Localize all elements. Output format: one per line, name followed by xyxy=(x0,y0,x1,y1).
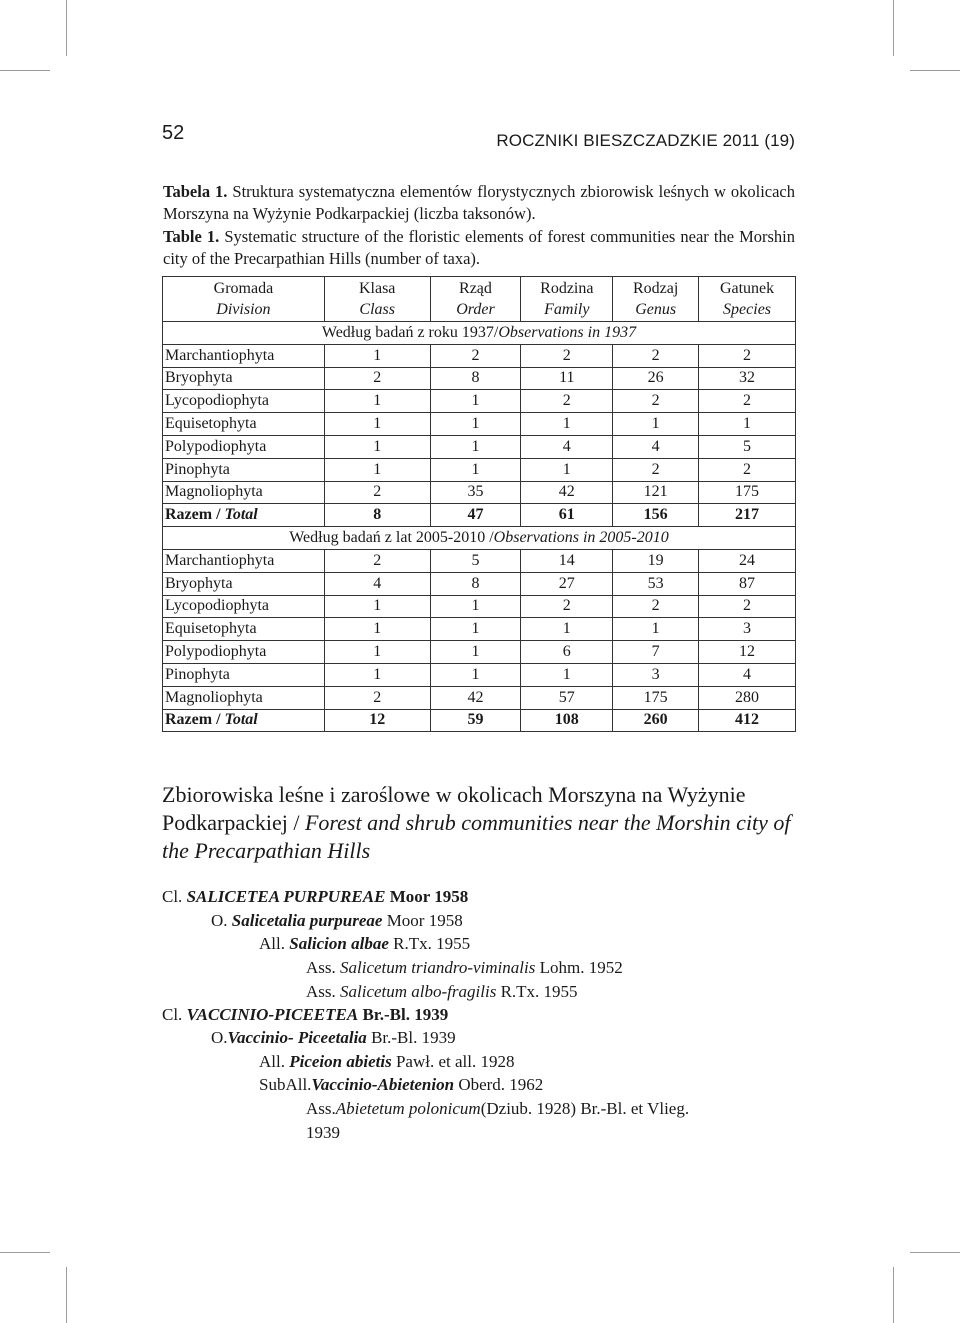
crop-mark xyxy=(893,1267,894,1323)
count-cell: 2 xyxy=(324,367,430,390)
total-count-cell: 59 xyxy=(430,709,521,732)
table-row xyxy=(163,481,796,504)
crop-mark xyxy=(66,1267,67,1323)
caption-label: Tabela 1. xyxy=(163,182,228,201)
header-cell: Gromada Division xyxy=(163,277,325,322)
total-count-cell: 47 xyxy=(430,504,521,527)
count-cell: 5 xyxy=(699,435,796,458)
count-cell: 1 xyxy=(521,458,613,481)
syntaxon-association: Ass. Salicetum albo-fragilis R.Tx. 1955 xyxy=(306,982,578,1001)
table-row xyxy=(163,663,796,686)
count-cell: 11 xyxy=(521,367,613,390)
count-cell: 1 xyxy=(324,458,430,481)
count-cell: 1 xyxy=(430,458,521,481)
total-count-cell: 156 xyxy=(613,504,699,527)
count-cell: 19 xyxy=(613,549,699,572)
table-row xyxy=(163,390,796,413)
table-row xyxy=(163,367,796,390)
division-name-cell: Pinophyta xyxy=(163,458,325,481)
table-row xyxy=(163,618,796,641)
count-cell: 42 xyxy=(430,686,521,709)
division-name-cell: Polypodiophyta xyxy=(163,641,325,664)
count-cell: 12 xyxy=(699,641,796,664)
count-cell: 87 xyxy=(699,572,796,595)
count-cell: 1 xyxy=(521,413,613,436)
count-cell: 1 xyxy=(430,641,521,664)
table-row xyxy=(163,413,796,436)
table-caption-pl xyxy=(163,181,795,225)
caption-text: Systematic structure of the floristic elements of forest communities near the Morshin city of the Precarpathian Hills (number of taxa). xyxy=(163,227,795,268)
journal-header: ROCZNIKI BIESZCZADZKIE 2011 (19) xyxy=(496,131,795,150)
crop-mark xyxy=(910,70,960,71)
count-cell: 57 xyxy=(521,686,613,709)
count-cell: 2 xyxy=(613,458,699,481)
division-name-cell: Marchantiophyta xyxy=(163,344,325,367)
header-cell: Rodzaj Genus xyxy=(613,277,699,322)
count-cell: 2 xyxy=(324,481,430,504)
table-row xyxy=(163,344,796,367)
table-total-row xyxy=(163,504,796,527)
count-cell: 2 xyxy=(699,344,796,367)
count-cell: 4 xyxy=(521,435,613,458)
count-cell: 121 xyxy=(613,481,699,504)
table-section-row xyxy=(163,527,796,550)
count-cell: 4 xyxy=(699,663,796,686)
count-cell: 5 xyxy=(430,549,521,572)
header-cell: Klasa Class xyxy=(324,277,430,322)
division-name-cell: Polypodiophyta xyxy=(163,435,325,458)
table-row xyxy=(163,572,796,595)
table-row xyxy=(163,641,796,664)
count-cell: 4 xyxy=(324,572,430,595)
total-label-cell: Razem / Total xyxy=(163,504,325,527)
crop-mark xyxy=(66,0,67,56)
table-header-row xyxy=(163,277,796,322)
taxa-table xyxy=(162,276,796,732)
table-row xyxy=(163,686,796,709)
count-cell: 280 xyxy=(699,686,796,709)
total-count-cell: 412 xyxy=(699,709,796,732)
count-cell: 1 xyxy=(324,641,430,664)
count-cell: 1 xyxy=(430,413,521,436)
count-cell: 2 xyxy=(699,458,796,481)
crop-mark xyxy=(910,1252,960,1253)
division-name-cell: Magnoliophyta xyxy=(163,686,325,709)
table-row xyxy=(163,435,796,458)
count-cell: 1 xyxy=(430,390,521,413)
count-cell: 1 xyxy=(613,413,699,436)
count-cell: 1 xyxy=(613,618,699,641)
division-name-cell: Magnoliophyta xyxy=(163,481,325,504)
count-cell: 1 xyxy=(324,435,430,458)
syntaxon-order: O.Vaccinio- Piceetalia Br.-Bl. 1939 xyxy=(211,1028,456,1047)
count-cell: 14 xyxy=(521,549,613,572)
count-cell: 3 xyxy=(699,618,796,641)
count-cell: 2 xyxy=(521,390,613,413)
count-cell: 6 xyxy=(521,641,613,664)
count-cell: 175 xyxy=(613,686,699,709)
count-cell: 1 xyxy=(521,618,613,641)
division-name-cell: Lycopodiophyta xyxy=(163,595,325,618)
count-cell: 175 xyxy=(699,481,796,504)
table-row xyxy=(163,549,796,572)
count-cell: 53 xyxy=(613,572,699,595)
division-name-cell: Equisetophyta xyxy=(163,618,325,641)
count-cell: 8 xyxy=(430,572,521,595)
count-cell: 4 xyxy=(613,435,699,458)
caption-text: Struktura systematyczna elementów florystycznych zbiorowisk leśnych w okolicach Morszyna na Wyżynie Podkarpackiej (liczba taksonów). xyxy=(163,182,795,223)
count-cell: 32 xyxy=(699,367,796,390)
count-cell: 2 xyxy=(521,344,613,367)
count-cell: 1 xyxy=(324,390,430,413)
table-caption-en xyxy=(163,226,795,270)
count-cell: 1 xyxy=(521,663,613,686)
division-name-cell: Bryophyta xyxy=(163,572,325,595)
total-count-cell: 12 xyxy=(324,709,430,732)
syntaxon-class: Cl. SALICETEA PURPUREAE Moor 1958 xyxy=(162,887,469,906)
count-cell: 35 xyxy=(430,481,521,504)
section-heading: Zbiorowiska leśne i zaroślowe w okolicach Morszyna na Wyżynie Podkarpackiej / Forest and shrub communities near the Morshin city of the Precarpathian Hills xyxy=(162,782,791,863)
count-cell: 1 xyxy=(430,595,521,618)
count-cell: 2 xyxy=(613,595,699,618)
count-cell: 1 xyxy=(324,413,430,436)
table-row xyxy=(163,595,796,618)
count-cell: 1 xyxy=(324,595,430,618)
syntaxon-alliance: All. Salicion albae R.Tx. 1955 xyxy=(259,934,471,953)
count-cell: 1 xyxy=(430,663,521,686)
count-cell: 1 xyxy=(699,413,796,436)
count-cell: 2 xyxy=(430,344,521,367)
count-cell: 1 xyxy=(430,435,521,458)
count-cell: 42 xyxy=(521,481,613,504)
count-cell: 2 xyxy=(324,549,430,572)
table-row xyxy=(163,458,796,481)
count-cell: 7 xyxy=(613,641,699,664)
section-title-cell: Według badań z roku 1937/Observations in 1937 xyxy=(163,322,796,345)
count-cell: 2 xyxy=(613,390,699,413)
syntaxon-author-continued: 1939 xyxy=(306,1123,340,1142)
count-cell: 8 xyxy=(430,367,521,390)
count-cell: 1 xyxy=(324,663,430,686)
count-cell: 26 xyxy=(613,367,699,390)
header-cell: Rodzina Family xyxy=(521,277,613,322)
division-name-cell: Lycopodiophyta xyxy=(163,390,325,413)
syntaxon-suballiance: SubAll.Vaccinio-Abietenion Oberd. 1962 xyxy=(259,1075,544,1094)
crop-mark xyxy=(893,0,894,56)
total-count-cell: 217 xyxy=(699,504,796,527)
syntaxon-association: Ass. Abietetum polonicum (Dziub. 1928) Br.-Bl. et Vlieg. xyxy=(306,1099,690,1118)
syntaxon-alliance: All. Piceion abietis Pawł. et all. 1928 xyxy=(259,1052,515,1071)
count-cell: 1 xyxy=(430,618,521,641)
header-cell: Rząd Order xyxy=(430,277,521,322)
total-count-cell: 108 xyxy=(521,709,613,732)
division-name-cell: Bryophyta xyxy=(163,367,325,390)
crop-mark xyxy=(0,70,50,71)
division-name-cell: Marchantiophyta xyxy=(163,549,325,572)
division-name-cell: Pinophyta xyxy=(163,663,325,686)
total-label-cell: Razem / Total xyxy=(163,709,325,732)
count-cell: 1 xyxy=(324,344,430,367)
count-cell: 2 xyxy=(613,344,699,367)
syntaxon-order: O. Salicetalia purpureae Moor 1958 xyxy=(211,911,463,930)
count-cell: 2 xyxy=(521,595,613,618)
count-cell: 2 xyxy=(324,686,430,709)
section-title-cell: Według badań z lat 2005-2010 /Observations in 2005-2010 xyxy=(163,527,796,550)
page-number: 52 xyxy=(162,122,185,144)
header-cell: Gatunek Species xyxy=(699,277,796,322)
count-cell: 24 xyxy=(699,549,796,572)
count-cell: 2 xyxy=(699,390,796,413)
crop-mark xyxy=(0,1252,50,1253)
syntaxon-class: Cl. VACCINIO-PICEETEA Br.-Bl. 1939 xyxy=(162,1005,449,1024)
table-total-row xyxy=(163,709,796,732)
total-count-cell: 260 xyxy=(613,709,699,732)
syntaxon-association: Ass. Salicetum triandro-viminalis Lohm. 1952 xyxy=(306,958,623,977)
table-section-row xyxy=(163,322,796,345)
count-cell: 2 xyxy=(699,595,796,618)
count-cell: 3 xyxy=(613,663,699,686)
caption-label: Table 1. xyxy=(163,227,220,246)
division-name-cell: Equisetophyta xyxy=(163,413,325,436)
count-cell: 1 xyxy=(324,618,430,641)
total-count-cell: 8 xyxy=(324,504,430,527)
count-cell: 27 xyxy=(521,572,613,595)
total-count-cell: 61 xyxy=(521,504,613,527)
